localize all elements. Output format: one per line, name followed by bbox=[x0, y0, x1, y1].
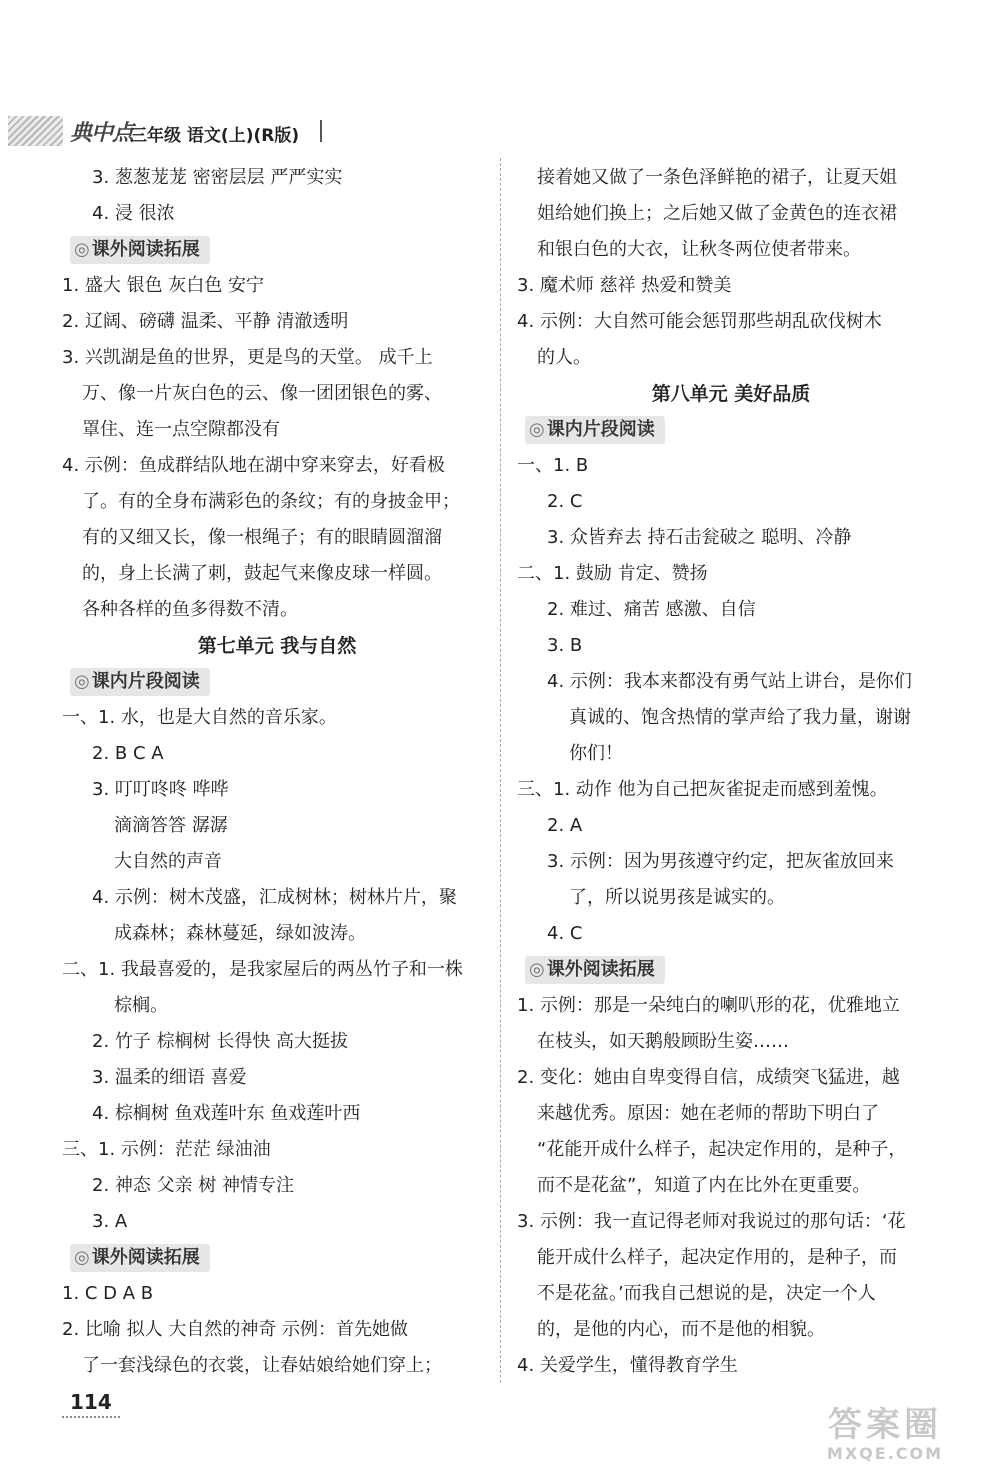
section-label-text: 课内片段阅读 bbox=[91, 671, 200, 692]
answer-line: 4. 浸 很浓 bbox=[92, 203, 175, 224]
header-pattern bbox=[8, 116, 63, 146]
answer-line: 1. 盛大 银色 灰白色 安宁 bbox=[62, 275, 265, 296]
answer-line: 不是花盆。’而我自己想说的是，决定一个人 bbox=[537, 1283, 876, 1304]
section-label-text: 课内片段阅读 bbox=[546, 419, 655, 440]
bullseye-icon: ◎ bbox=[74, 239, 90, 260]
answer-line: 的，是他的内心，而不是他的相貌。 bbox=[537, 1319, 825, 1340]
section-label-text: 课外阅读拓展 bbox=[91, 1247, 200, 1268]
watermark bbox=[785, 1405, 985, 1465]
answer-line: 3. 魔术师 慈祥 热爱和赞美 bbox=[517, 275, 732, 296]
answer-line: 4. 示例：鱼成群结队地在湖中穿来穿去，好看极 bbox=[62, 455, 445, 476]
watermark-text: 答案圈 bbox=[828, 1405, 942, 1445]
answer-line: 3. 温柔的细语 喜爱 bbox=[92, 1067, 247, 1088]
answer-line: 3. 示例：因为男孩遵守约定，把灰雀放回来 bbox=[547, 851, 894, 872]
answer-line: 3. 示例：我一直记得老师对我说过的那句话：‘花 bbox=[517, 1211, 906, 1232]
answer-line: 4. 示例：树木茂盛，汇成树林；树林片片，聚 bbox=[92, 887, 457, 908]
bullseye-icon: ◎ bbox=[529, 419, 545, 440]
section-label-text: 课外阅读拓展 bbox=[91, 239, 200, 260]
unit-title: 第八单元 美好品质 bbox=[651, 383, 811, 405]
answer-line: 2. 变化：她由自卑变得自信，成绩突飞猛进，越 bbox=[517, 1067, 900, 1088]
answer-line: 三、1. 示例：茫茫 绿油油 bbox=[62, 1139, 271, 1160]
answer-line: 4. 示例：我本来都没有勇气站上讲台，是你们 bbox=[547, 671, 912, 692]
answer-line: 4. 关爱学生，懂得教育学生 bbox=[517, 1355, 738, 1376]
answer-line: 和银白色的大衣，让秋冬两位使者带来。 bbox=[537, 239, 861, 260]
unit-title: 第七单元 我与自然 bbox=[197, 635, 357, 657]
book-grade-title: 三年级 语文(上)(R版) bbox=[130, 126, 300, 146]
section-label-badge bbox=[70, 1244, 210, 1272]
section-label-badge bbox=[525, 416, 665, 444]
answer-line: 3. 众皆弃去 持石击瓮破之 聪明、冷静 bbox=[547, 527, 852, 548]
answer-line: 4. 棕榈树 鱼戏莲叶东 鱼戏莲叶西 bbox=[92, 1103, 361, 1124]
answer-line: 2. C bbox=[547, 491, 583, 512]
answer-line: 2. 辽阔、磅礴 温柔、平静 清澈透明 bbox=[62, 311, 349, 332]
answer-line: 三、1. 动作 他为自己把灰雀捉走而感到羞愧。 bbox=[517, 779, 888, 800]
answer-line: 滴滴答答 潺潺 bbox=[114, 815, 228, 836]
answer-line: 万、像一片灰白色的云、像一团团银色的雾、 bbox=[82, 383, 442, 404]
answer-line: 来越优秀。原因：她在老师的帮助下明白了 bbox=[537, 1103, 879, 1124]
section-label bbox=[517, 952, 945, 988]
right-column bbox=[517, 160, 945, 1384]
answer-line: 2. 竹子 棕榈树 长得快 高大挺拔 bbox=[92, 1031, 349, 1052]
answer-line: 2. 神态 父亲 树 神情专注 bbox=[92, 1175, 295, 1196]
answer-line: 的，身上长满了刺，鼓起气来像皮球一样圆。 bbox=[82, 563, 442, 584]
answer-line: 了一套浅绿色的衣裳，让春姑娘给她们穿上； bbox=[82, 1355, 442, 1376]
answer-line: 棕榈。 bbox=[114, 995, 168, 1016]
answer-line: 2. A bbox=[547, 815, 583, 836]
answer-line: 而不是花盆”，知道了内在比外在更重要。 bbox=[537, 1175, 871, 1196]
answer-line: 二、1. 鼓励 肯定、赞扬 bbox=[517, 563, 708, 584]
answer-line: 4. C bbox=[547, 923, 583, 944]
answer-line: 在枝头，如天鹅般顾盼生姿…… bbox=[537, 1031, 789, 1052]
left-column bbox=[62, 160, 492, 1384]
answer-line: 3. B bbox=[547, 635, 583, 656]
page-number: 114 bbox=[62, 1390, 120, 1418]
section-label bbox=[62, 664, 492, 700]
answer-line: 姐给她们换上；之后她又做了金黄色的连衣裙 bbox=[537, 203, 897, 224]
answer-line: 你们！ bbox=[569, 743, 623, 764]
answer-line: 真诚的、饱含热情的掌声给了我力量，谢谢 bbox=[569, 707, 911, 728]
answer-line: 2. 比喻 拟人 大自然的神奇 示例：首先她做 bbox=[62, 1319, 409, 1340]
page-header bbox=[8, 112, 338, 152]
answer-line: 1. C D A B bbox=[62, 1283, 154, 1304]
answer-line: 大自然的声音 bbox=[114, 851, 222, 872]
answer-line: 二、1. 我最喜爱的，是我家屋后的两丛竹子和一株 bbox=[62, 959, 463, 980]
book-logo: 典中点 bbox=[70, 121, 134, 146]
answer-line: 有的又细又长，像一根绳子；有的眼睛圆溜溜 bbox=[82, 527, 442, 548]
section-label bbox=[62, 232, 492, 268]
bullseye-icon: ◎ bbox=[529, 959, 545, 980]
section-label-badge bbox=[525, 956, 665, 984]
column-divider bbox=[500, 158, 501, 1383]
answer-line: 接着她又做了一条色泽鲜艳的裙子，让夏天姐 bbox=[537, 167, 897, 188]
answer-line: 2. B C A bbox=[92, 743, 164, 764]
answer-line: 各种各样的鱼多得数不清。 bbox=[82, 599, 298, 620]
answer-line: 4. 示例：大自然可能会惩罚那些胡乱砍伐树木 bbox=[517, 311, 882, 332]
answer-line: 1. 示例：那是一朵纯白的喇叭形的花，优雅地立 bbox=[517, 995, 900, 1016]
answer-line: 了，所以说男孩是诚实的。 bbox=[569, 887, 785, 908]
answer-line: 3. 葱葱茏茏 密密层层 严严实实 bbox=[92, 167, 343, 188]
bullseye-icon: ◎ bbox=[74, 1247, 90, 1268]
answer-line: 一、1. 水，也是大自然的音乐家。 bbox=[62, 707, 337, 728]
answer-line: 罩住、连一点空隙都没有 bbox=[82, 419, 280, 440]
section-label-badge bbox=[70, 236, 210, 264]
answer-line: 的人。 bbox=[537, 347, 591, 368]
answer-line: 成森林；森林蔓延，绿如波涛。 bbox=[114, 923, 366, 944]
section-label-badge bbox=[70, 668, 210, 696]
answer-line: 能开成什么样子，起决定作用的，是种子，而 bbox=[537, 1247, 897, 1268]
answer-line: “花能开成什么样子，起决定作用的，是种子， bbox=[537, 1139, 907, 1160]
answer-line: 了。有的全身布满彩色的条纹；有的身披金甲； bbox=[82, 491, 460, 512]
answer-line: 一、1. B bbox=[517, 455, 589, 476]
answer-line: 3. 叮叮咚咚 哗哗 bbox=[92, 779, 229, 800]
answer-line: 3. A bbox=[92, 1211, 128, 1232]
section-label bbox=[62, 1240, 492, 1276]
answer-line: 3. 兴凯湖是鱼的世界，更是鸟的天堂。 成千上 bbox=[62, 347, 433, 368]
header-rule bbox=[320, 120, 322, 142]
watermark-url: MXQE.COM bbox=[826, 1444, 944, 1463]
bullseye-icon: ◎ bbox=[74, 671, 90, 692]
section-label-text: 课外阅读拓展 bbox=[546, 959, 655, 980]
answer-line: 2. 难过、痛苦 感激、自信 bbox=[547, 599, 756, 620]
section-label bbox=[517, 412, 945, 448]
